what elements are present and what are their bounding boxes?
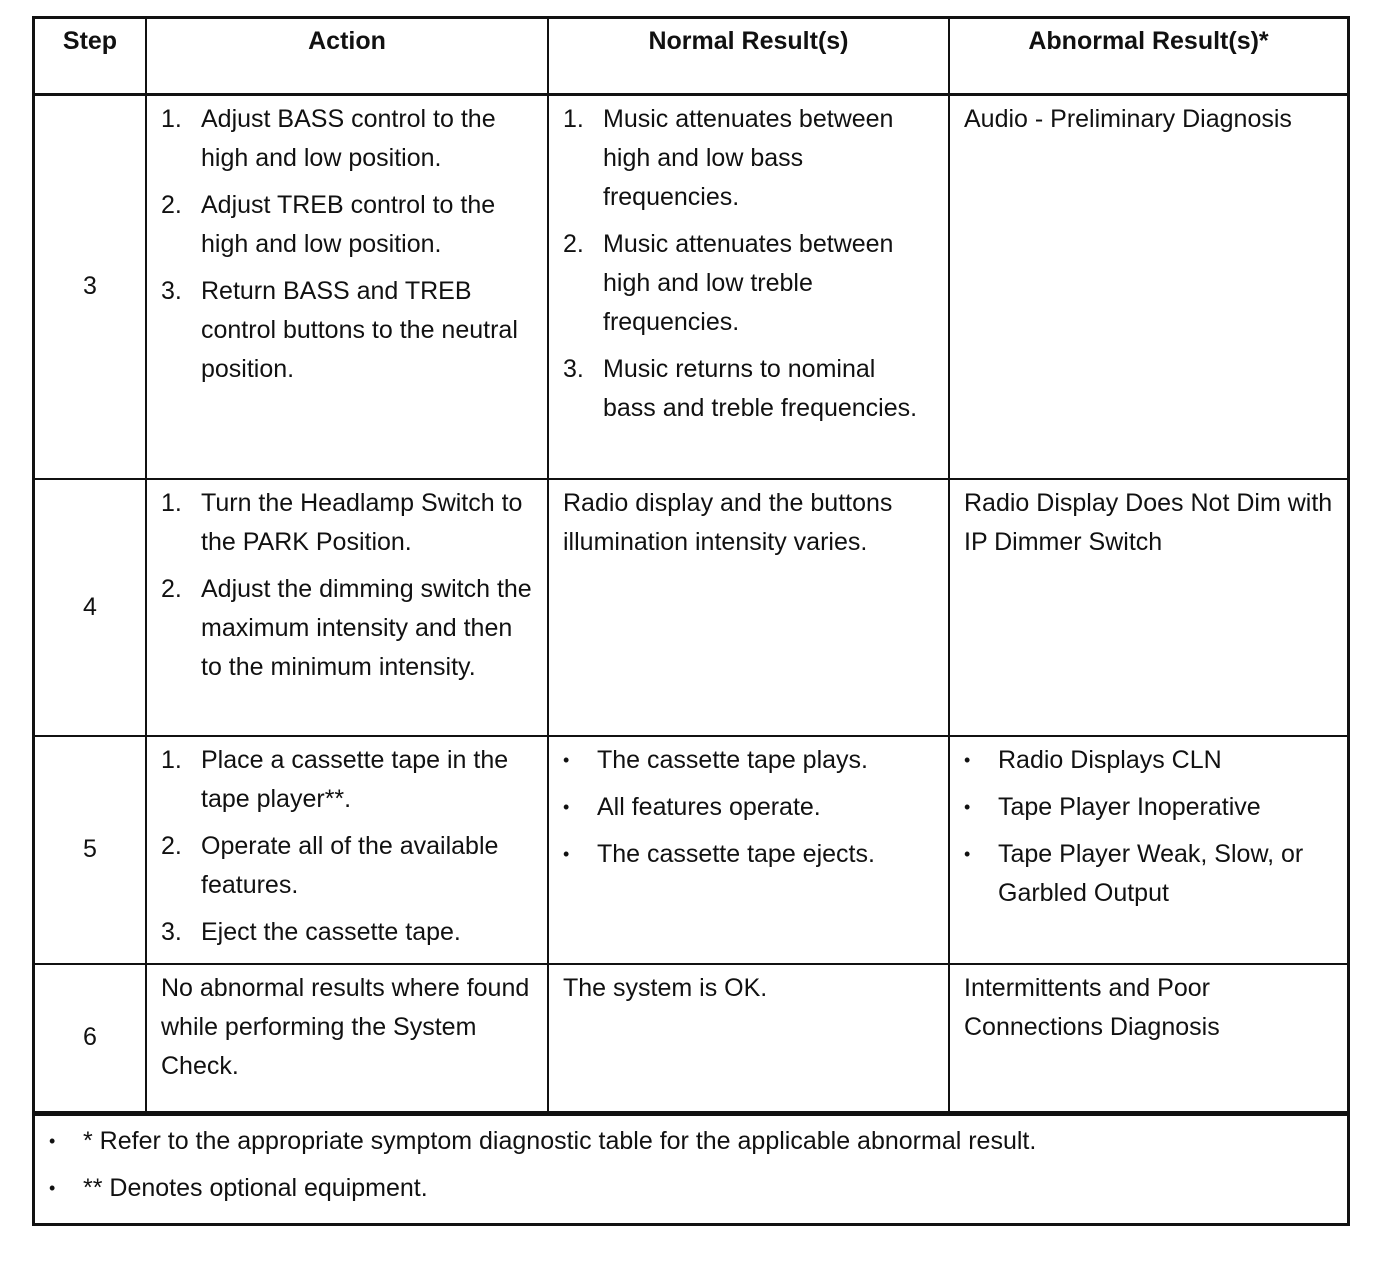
header-normal-results: Normal Result(s)	[548, 19, 949, 95]
normal-result-cell	[548, 736, 949, 964]
action-text: No abnormal results where found while performing the System Check.	[161, 973, 530, 1080]
normal-result-text: Radio display and the buttons illumination intensity varies.	[563, 488, 893, 556]
list-item: 3. Eject the cassette tape.	[161, 917, 461, 946]
header-row	[35, 19, 1347, 95]
list-item: 1. Adjust BASS control to the high and low position.	[161, 105, 496, 172]
step-number: 3	[35, 95, 146, 479]
bullet-item: • Tape Player Inoperative	[964, 788, 1333, 827]
list-item: 2. Adjust TREB control to the high and low position.	[161, 191, 496, 258]
header-action: Action	[146, 19, 548, 95]
step-number: 4	[35, 479, 146, 736]
header-abnormal-results: Abnormal Result(s)*	[949, 19, 1347, 95]
list-item: 3. Return BASS and TREB control buttons to the neutral position.	[161, 277, 518, 383]
abnormal-result-cell	[949, 95, 1347, 479]
normal-result-cell	[548, 964, 949, 1112]
bullet-icon: •	[563, 796, 570, 817]
abnormal-result-cell	[949, 964, 1347, 1112]
normal-result-cell	[548, 95, 949, 479]
action-cell	[146, 479, 548, 736]
abnormal-result-cell	[949, 479, 1347, 736]
action-cell	[146, 95, 548, 479]
footnotes	[35, 1113, 1347, 1208]
bullet-item: • Tape Player Weak, Slow, or Garbled Output	[964, 835, 1333, 913]
abnormal-result-text: Intermittents and Poor Connections Diagnosis	[964, 973, 1220, 1041]
bullet-item: • The cassette tape ejects.	[563, 835, 934, 874]
action-cell	[146, 964, 548, 1112]
bullet-icon: •	[49, 1177, 56, 1198]
table-row	[35, 736, 1347, 964]
abnormal-result-text: Audio - Preliminary Diagnosis	[964, 105, 1292, 133]
list-item: 1. Place a cassette tape in the tape player**.	[161, 745, 509, 813]
header-step: Step	[35, 19, 146, 95]
list-item: 3. Music returns to nominal bass and treble frequencies.	[563, 355, 918, 422]
bullet-icon: •	[563, 843, 570, 864]
action-cell	[146, 736, 548, 964]
step-number: 6	[35, 964, 146, 1112]
list-item: 2. Music attenuates between high and low treble frequencies.	[563, 230, 894, 336]
table-row	[35, 964, 1347, 1112]
normal-result-text: The system is OK.	[563, 973, 768, 1002]
bullet-icon: •	[964, 796, 971, 817]
footnote-item: • * Refer to the appropriate symptom diagnostic table for the applicable abnormal result.	[49, 1122, 1347, 1161]
table-row	[35, 479, 1347, 736]
footnote-item: • ** Denotes optional equipment.	[49, 1169, 1347, 1208]
step-number: 5	[35, 736, 146, 964]
list-item: 2. Adjust the dimming switch the maximum intensity and then to the minimum intensity.	[161, 574, 532, 681]
bullet-item: • The cassette tape plays.	[563, 741, 934, 780]
bullet-icon: •	[563, 749, 570, 770]
bullet-item: • Radio Displays CLN	[964, 741, 1333, 780]
bullet-icon: •	[964, 843, 971, 864]
list-item: 2. Operate all of the available features.	[161, 831, 499, 899]
table-row	[35, 95, 1347, 479]
bullet-icon: •	[49, 1130, 56, 1151]
abnormal-result-text: Radio Display Does Not Dim with IP Dimmer Switch	[964, 488, 1333, 556]
bullet-icon: •	[964, 749, 971, 770]
abnormal-result-cell	[949, 736, 1347, 964]
normal-result-cell	[548, 479, 949, 736]
list-item: 1. Music attenuates between high and low bass frequencies.	[563, 105, 894, 211]
system-check-table	[35, 19, 1347, 1113]
list-item: 1. Turn the Headlamp Switch to the PARK Position.	[161, 488, 523, 556]
diagnostic-table-document	[32, 16, 1350, 1226]
bullet-item: • All features operate.	[563, 788, 934, 827]
